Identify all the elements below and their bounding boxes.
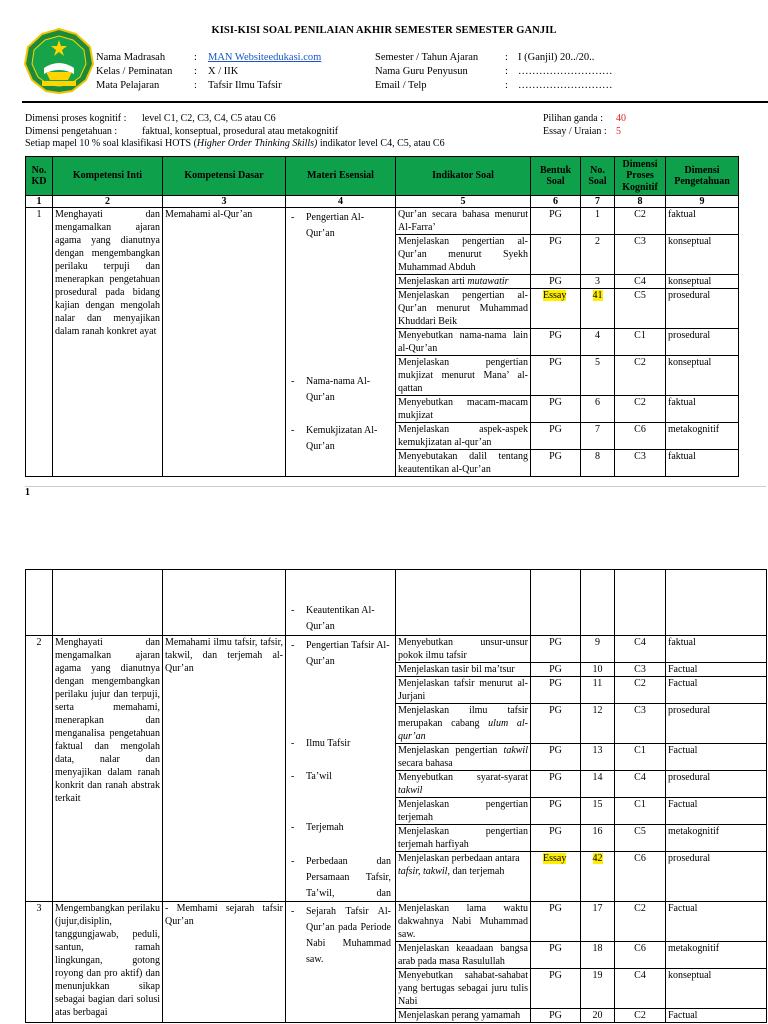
dimensi-pengetahuan: konseptual <box>666 275 739 289</box>
proses-kognitif: C2 <box>615 677 666 704</box>
col-header: Dimensi Pengetahuan <box>666 157 739 196</box>
indikator-soal: Menjelaskan tasir bil ma’tsur <box>396 663 531 677</box>
bentuk-soal: PG <box>531 798 581 825</box>
essay-number-highlight: 41 <box>592 290 603 301</box>
nomor-soal: 5 <box>581 356 615 396</box>
proses-kognitif: C4 <box>615 636 666 663</box>
indikator-soal <box>396 275 531 289</box>
bentuk-soal: PG <box>531 356 581 396</box>
dimensi-pengetahuan: faktual <box>666 208 739 235</box>
nomor-soal: 1 <box>581 208 615 235</box>
kompetensi-inti: Menghayati dan mengamalkan ajaran agama yang dianutnya dengan mengembangkan perilaku jujur dan terpuji, serta memahami, menerapkan dan menganalisa pengetahuan faktual dan mengolah data, nalar dan menyajikan dalam ranah konkrit dan ranah abstrak terkait <box>53 636 163 902</box>
table-row <box>26 636 767 663</box>
indikator-text: Menjelaskan ilmu tafsir merupakan cabang <box>398 705 528 729</box>
indikator-soal: Menjelaskan lama waktu dakwahnya Nabi Muhammad saw. <box>396 902 531 942</box>
col-header: Dimensi Proses Kognitif <box>615 157 666 196</box>
proses-kognitif <box>615 570 666 636</box>
materi-item: - Nama-nama Al-Qur’an <box>291 374 391 406</box>
dimensi-pengetahuan: prosedural <box>666 852 767 902</box>
col-header: Kompetensi Dasar <box>163 157 286 196</box>
kd-number: 1 <box>26 208 53 477</box>
col-number: 3 <box>163 196 286 208</box>
proses-kognitif: C4 <box>615 771 666 798</box>
proses-kognitif: C4 <box>615 275 666 289</box>
kd-number <box>26 570 53 636</box>
bentuk-soal: PG <box>531 969 581 1009</box>
header-right <box>375 51 613 93</box>
proses-kognitif: C3 <box>615 704 666 744</box>
pg-count: 40 <box>616 113 626 124</box>
bentuk-soal: PG <box>531 942 581 969</box>
question-count-info <box>543 113 626 138</box>
materi-item: - Ilmu Tafsir <box>291 736 391 752</box>
dimensi-pengetahuan: faktual <box>666 450 739 477</box>
indikator-text: Menyebutkan syarat-syarat <box>398 772 528 783</box>
col-header: No. Soal <box>581 157 615 196</box>
hots-text-post: indikator level C4, C5, atau C6 <box>317 138 445 149</box>
kd-number: 3 <box>26 902 53 1023</box>
page-title: KISI-KISI SOAL PENILAIAN AKHIR SEMESTER SEMESTER GANJIL <box>211 25 557 36</box>
materi-item: - Terjemah <box>291 820 391 836</box>
bentuk-soal: PG <box>531 329 581 356</box>
indikator-soal: Menjelaskan aspek-aspek kemukjizatan al-qur’an <box>396 423 531 450</box>
materi-item: - Ta’wil <box>291 769 391 785</box>
label-semester: Semester / Tahun Ajaran <box>375 52 479 63</box>
value-kelas: X / IIK <box>208 66 239 77</box>
dimensi-pengetahuan <box>666 570 767 636</box>
col-number: 7 <box>581 196 615 208</box>
table-row <box>26 902 767 942</box>
dimensi-pengetahuan: konseptual <box>666 235 739 275</box>
col-header: Materi Esensial <box>286 157 396 196</box>
indikator-text-post: dan terjemah <box>449 866 505 877</box>
dimension-info <box>25 113 445 151</box>
bentuk-soal: PG <box>531 744 581 771</box>
nomor-soal: 6 <box>581 396 615 423</box>
label-guru: Nama Guru Penyusun <box>375 66 468 77</box>
proses-kognitif: C3 <box>615 450 666 477</box>
label-kelas: Kelas / Peminatan <box>96 66 173 77</box>
bentuk-soal: PG <box>531 450 581 477</box>
materi-text: Ta’wil <box>306 771 332 782</box>
label-email: Email / Telp <box>375 80 427 91</box>
table-row <box>26 208 739 235</box>
materi-text: Keautentikan Al-Qur’an <box>306 605 375 632</box>
bentuk-soal <box>531 289 581 329</box>
indikator-soal: Menjelaskan tafsir menurut al-Jurjani <box>396 677 531 704</box>
proses-kognitif: C1 <box>615 329 666 356</box>
nomor-soal: 17 <box>581 902 615 942</box>
dimensi-pengetahuan: Factual <box>666 677 767 704</box>
nomor-soal: 7 <box>581 423 615 450</box>
proses-kognitif: C1 <box>615 744 666 771</box>
proses-kognitif: C6 <box>615 423 666 450</box>
col-number: 1 <box>26 196 53 208</box>
indikator-text: Menjelaskan perbedaan antara <box>398 853 520 864</box>
materi-item: - Pengertian Tafsir Al-Qur’an <box>291 638 391 670</box>
nomor-soal: 15 <box>581 798 615 825</box>
materi-text: Terjemah <box>306 822 344 833</box>
proses-kognitif: C3 <box>615 663 666 677</box>
materi-esensial <box>286 208 396 477</box>
info-value: level C1, C2, C3, C4, C5 atau C6 <box>142 113 276 124</box>
kompetensi-inti: Menghayati dan mengamalkan ajaran agama yang dianutnya dengan mengembangkan perilaku terpuji dan menerapkan pengetahuan prosedural pada bidang kajian dengan mengolah nalar dan menyajikan dalam ranah konkret ayat <box>53 208 163 477</box>
nomor-soal: 10 <box>581 663 615 677</box>
essay-count: 5 <box>616 125 621 137</box>
dimensi-pengetahuan: faktual <box>666 636 767 663</box>
materi-item: - Keautentikan Al-Qur’an <box>291 603 391 635</box>
dimensi-pengetahuan: faktual <box>666 396 739 423</box>
hots-text: Setiap mapel 10 % soal klasifikasi HOTS ( <box>25 138 197 149</box>
indikator-term: ulum al-qur’an <box>398 718 528 742</box>
dimensi-pengetahuan: metakognitif <box>666 825 767 852</box>
proses-kognitif: C5 <box>615 289 666 329</box>
indikator-soal: Menyebutkan nama-nama lain al-Qur’an <box>396 329 531 356</box>
bentuk-soal <box>531 852 581 902</box>
dimensi-pengetahuan: Factual <box>666 1009 767 1023</box>
kd-number: 2 <box>26 636 53 902</box>
nomor-soal: 19 <box>581 969 615 1009</box>
proses-kognitif: C1 <box>615 798 666 825</box>
materi-text: Sejarah Tafsir Al-Qur’an pada Periode Nabi Muhammad saw. <box>306 906 391 965</box>
dimensi-pengetahuan: Factual <box>666 902 767 942</box>
indikator-soal <box>396 704 531 744</box>
kompetensi-inti <box>53 570 163 636</box>
nomor-soal: 2 <box>581 235 615 275</box>
indikator-soal: Menyebutkan sahabat-sahabat yang bertugas sebagai juru tulis Nabi <box>396 969 531 1009</box>
proses-kognitif: C6 <box>615 852 666 902</box>
table-row <box>26 570 767 636</box>
proses-kognitif: C2 <box>615 396 666 423</box>
indikator-soal: Qur’an secara bahasa menurut Al-Farra’ <box>396 208 531 235</box>
proses-kognitif: C2 <box>615 208 666 235</box>
kisi-table-page-2 <box>25 569 767 1023</box>
label-nama-madrasah: Nama Madrasah <box>96 52 166 63</box>
essay-highlight: Essay <box>543 853 567 864</box>
col-number: 6 <box>531 196 581 208</box>
indikator-soal <box>396 744 531 771</box>
indikator-text-post: secara bahasa <box>398 758 453 769</box>
indikator-soal: Menjelaskan pengertian terjemah harfiyah <box>396 825 531 852</box>
materi-item: - Sejarah Tafsir Al-Qur’an pada Periode Nabi Muhammad saw. <box>291 904 391 968</box>
dimensi-pengetahuan: Factual <box>666 798 767 825</box>
bentuk-soal: PG <box>531 275 581 289</box>
dimensi-pengetahuan: prosedural <box>666 329 739 356</box>
kompetensi-dasar <box>163 570 286 636</box>
header-left <box>96 51 321 93</box>
materi-item: - Kemukjizatan Al-Qur’an <box>291 423 391 455</box>
header-row <box>26 157 739 196</box>
bentuk-soal: PG <box>531 902 581 942</box>
indikator-soal: Menyebutkan unsur-unsur pokok ilmu tafsir <box>396 636 531 663</box>
col-header: Indikator Soal <box>396 157 531 196</box>
materi-text: Nama-nama Al-Qur’an <box>306 376 371 403</box>
nomor-soal <box>581 852 615 902</box>
dimensi-pengetahuan: prosedural <box>666 289 739 329</box>
dimensi-pengetahuan: konseptual <box>666 969 767 1009</box>
kompetensi-dasar: - Memhami sejarah tafsir Qur’an <box>163 902 286 1023</box>
dimensi-pengetahuan: konseptual <box>666 356 739 396</box>
kompetensi-inti: Mengembangkan perilaku (jujur,disiplin, tanggungjawab, peduli, santun, ramah lingkungan, gotong royong dan pro aktif) dan menunjukkan sikap sebagai bagian dari solusi atas berbagai <box>53 902 163 1023</box>
materi-text: Kemukjizatan Al-Qur’an <box>306 425 378 452</box>
nomor-soal: 13 <box>581 744 615 771</box>
column-number-row <box>26 196 739 208</box>
materi-esensial <box>286 570 396 636</box>
bentuk-soal: PG <box>531 704 581 744</box>
nomor-soal: 11 <box>581 677 615 704</box>
materi-item: - Pengertian Al-Qur’an <box>291 210 391 242</box>
indikator-term: tafsir, takwil, <box>398 866 450 877</box>
col-header: Kompetensi Inti <box>53 157 163 196</box>
col-header: No. KD <box>26 157 53 196</box>
proses-kognitif: C2 <box>615 902 666 942</box>
sep: : <box>194 66 197 77</box>
materi-text: Ilmu Tafsir <box>306 738 351 749</box>
info-value: faktual, konseptual, prosedural atau metakognitif <box>142 125 339 137</box>
essay-highlight: Essay <box>543 290 567 301</box>
materi-item: - Perbedaan dan Persamaan Tafsir, Ta’wil, dan <box>291 854 391 902</box>
indikator-soal <box>396 771 531 798</box>
col-number: 9 <box>666 196 739 208</box>
sep: : <box>194 80 197 91</box>
materi-text: Pengertian Al-Qur’an <box>306 212 365 239</box>
proses-kognitif: C4 <box>615 969 666 1009</box>
materi-esensial <box>286 902 396 1023</box>
sep: : <box>194 52 197 63</box>
label-mapel: Mata Pelajaran <box>96 80 160 91</box>
hots-em: Higher Order Thinking Skills) <box>196 138 318 149</box>
col-number: 5 <box>396 196 531 208</box>
pg-label: Pilihan ganda : <box>543 113 603 124</box>
nomor-soal: 20 <box>581 1009 615 1023</box>
indikator-soal: Menjelaskan pengertian terjemah <box>396 798 531 825</box>
indikator-soal: Menyebutakan dalil tentang keautentikan al-Qur’an <box>396 450 531 477</box>
dimensi-pengetahuan: metakognitif <box>666 423 739 450</box>
kompetensi-dasar: Memahami ilmu tafsir, tafsir, takwil, dan terjemah al-Qur’an <box>163 636 286 902</box>
proses-kognitif: C5 <box>615 825 666 852</box>
bentuk-soal: PG <box>531 235 581 275</box>
nomor-soal: 18 <box>581 942 615 969</box>
nomor-soal: 8 <box>581 450 615 477</box>
page-separator <box>25 486 766 487</box>
bentuk-soal: PG <box>531 663 581 677</box>
indikator-soal: Menjelaskan pengertian mukjizat menurut Mana’ al-qattan <box>396 356 531 396</box>
indikator-soal <box>396 570 531 636</box>
sep: : <box>505 80 508 91</box>
dimensi-pengetahuan: metakognitif <box>666 942 767 969</box>
value-guru: ……………………… <box>518 66 613 77</box>
essay-label: Essay / Uraian : <box>543 125 607 137</box>
proses-kognitif: C2 <box>615 356 666 396</box>
indikator-soal: Menjelaskan perang yamamah <box>396 1009 531 1023</box>
page-number: 1 <box>25 487 30 498</box>
bentuk-soal: PG <box>531 1009 581 1023</box>
indikator-term: takwil <box>503 745 528 756</box>
bentuk-soal <box>531 570 581 636</box>
indikator-text: Menjelaskan pengertian <box>398 745 504 756</box>
col-number: 4 <box>286 196 396 208</box>
indikator-soal: Menjelaskan keaadaan bangsa arab pada masa Rasulullah <box>396 942 531 969</box>
dimensi-pengetahuan: prosedural <box>666 771 767 798</box>
materi-text: Pengertian Tafsir Al-Qur’an <box>306 640 390 667</box>
value-semester: I (Ganjil) 20../20.. <box>518 52 595 63</box>
sep: : <box>505 66 508 77</box>
kisi-table-page-1 <box>25 156 739 477</box>
bentuk-soal: PG <box>531 677 581 704</box>
proses-kognitif: C3 <box>615 235 666 275</box>
nomor-soal: 12 <box>581 704 615 744</box>
value-mapel: Tafsir Ilmu Tafsir <box>208 80 282 91</box>
essay-number-highlight: 42 <box>592 853 603 864</box>
materi-esensial <box>286 636 396 902</box>
bentuk-soal: PG <box>531 636 581 663</box>
nomor-soal: 14 <box>581 771 615 798</box>
indikator-text: Menjelaskan arti <box>398 276 468 287</box>
indikator-soal <box>396 852 531 902</box>
kemenag-logo <box>24 28 94 94</box>
madrasah-link[interactable]: MAN Websiteedukasi.com <box>208 52 322 63</box>
materi-text: Perbedaan dan Persamaan Tafsir, Ta’wil, dan <box>306 856 391 899</box>
kompetensi-dasar: Memahami al-Qur’an <box>163 208 286 477</box>
nomor-soal: 16 <box>581 825 615 852</box>
value-email: ……………………… <box>518 80 613 91</box>
indikator-soal: Menjelaskan pengertian al-Qur’an menurut Syekh Muhammad Abduh <box>396 235 531 275</box>
indikator-soal: Menjelaskan pengertian al-Qur’an menurut Muhammad Khuddari Beik <box>396 289 531 329</box>
info-label: Dimensi proses kognitif : <box>25 113 127 124</box>
proses-kognitif: C6 <box>615 942 666 969</box>
col-number: 8 <box>615 196 666 208</box>
nomor-soal <box>581 570 615 636</box>
nomor-soal: 3 <box>581 275 615 289</box>
indikator-term: mutawatir <box>467 276 509 287</box>
bentuk-soal: PG <box>531 396 581 423</box>
dimensi-pengetahuan: prosedural <box>666 704 767 744</box>
sep: : <box>505 52 508 63</box>
dimensi-pengetahuan: Factual <box>666 744 767 771</box>
bentuk-soal: PG <box>531 423 581 450</box>
col-header: Bentuk Soal <box>531 157 581 196</box>
nomor-soal: 9 <box>581 636 615 663</box>
nomor-soal: 4 <box>581 329 615 356</box>
bentuk-soal: PG <box>531 825 581 852</box>
dimensi-pengetahuan: Factual <box>666 663 767 677</box>
col-number: 2 <box>53 196 163 208</box>
info-label: Dimensi pengetahuan : <box>25 125 118 137</box>
bentuk-soal: PG <box>531 208 581 235</box>
header-rule <box>22 101 768 103</box>
indikator-term: takwil <box>398 785 423 796</box>
bentuk-soal: PG <box>531 771 581 798</box>
proses-kognitif: C2 <box>615 1009 666 1023</box>
nomor-soal <box>581 289 615 329</box>
indikator-soal: Menyebutkan macam-macam mukjizat <box>396 396 531 423</box>
